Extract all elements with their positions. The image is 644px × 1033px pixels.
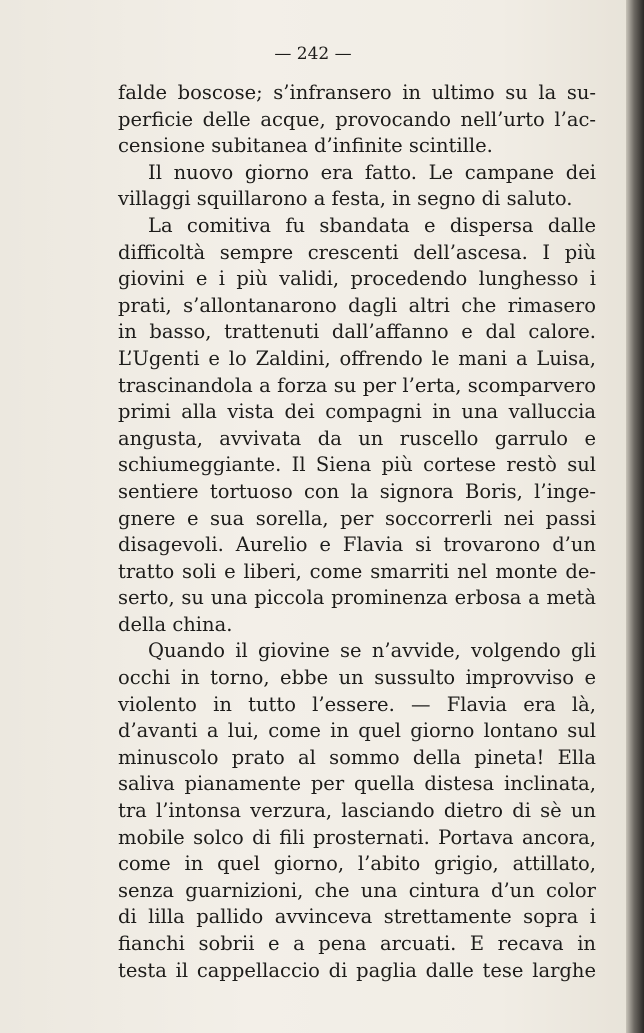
text-line: tratto soli e liberi, come smarriti nel monte de- (118, 559, 596, 583)
text-line: testa il cappellaccio di paglia dalle tese larghe (118, 958, 596, 982)
body-text (118, 80, 596, 984)
text-line: tra l’intonsa verzura, lasciando dietro di sè un (118, 799, 596, 823)
text-line: difficoltà sempre crescenti dell’ascesa. I più (118, 240, 596, 264)
text-line: giovini e i più validi, procedendo lunghesso i (118, 267, 596, 291)
text-line: prati, s’allontanarono dagli altri che rimasero (118, 293, 596, 317)
text-line: occhi in torno, ebbe un sussulto improvviso e (118, 666, 596, 690)
text-line: Quando il giovine se n’avvide, volgendo gli (148, 639, 596, 663)
text-line: in basso, trattenuti dall’affanno e dal calore. (118, 320, 596, 344)
text-line: primi alla vista dei compagni in una valluccia (118, 400, 596, 424)
text-line: L’Ugenti e lo Zaldini, offrendo le mani a Luisa, (118, 346, 596, 370)
page-edge-shadow (626, 0, 644, 1033)
text-line: come in quel giorno, l’abito grigio, attillato, (118, 852, 596, 876)
text-line: d’avanti a lui, come in quel giorno lontano sul (118, 719, 596, 743)
page-number: — 242 — (274, 44, 352, 64)
text-line: di lilla pallido avvinceva strettamente sopra i (118, 905, 596, 929)
text-line: della china. (118, 612, 233, 636)
text-line: villaggi squillarono a festa, in segno di saluto. (118, 187, 573, 211)
text-line: saliva pianamente per quella distesa inclinata, (118, 772, 596, 796)
text-line: sentiere tortuoso con la signora Boris, l’inge- (118, 479, 596, 503)
text-line: gnere e sua sorella, per soccorrerli nei passi (118, 506, 596, 530)
text-line: trascinandola a forza su per l’erta, scomparvero (118, 373, 596, 397)
text-line: disagevoli. Aurelio e Flavia si trovarono d’un (118, 533, 596, 557)
text-line: mobile solco di fili prosternati. Portava ancora, (118, 825, 596, 849)
text-line: serto, su una piccola prominenza erbosa a metà (118, 586, 596, 610)
text-line: La comitiva fu sbandata e dispersa dalle (148, 213, 596, 237)
text-line: violento in tutto l’essere. — Flavia era là, (118, 692, 596, 716)
text-line: angusta, avvivata da un ruscello garrulo e (118, 426, 596, 450)
text-line: senza guarnizioni, che una cintura d’un color (118, 878, 596, 902)
text-line: schiumeggiante. Il Siena più cortese restò sul (118, 453, 596, 477)
text-line: perficie delle acque, provocando nell’urto l’ac- (118, 107, 596, 131)
text-line: fianchi sobrii e a pena arcuati. E recava in (118, 932, 596, 955)
text-line: falde boscose; s’infransero in ultimo su la su- (118, 81, 596, 104)
text-line: Il nuovo giorno era fatto. Le campane dei (148, 160, 596, 184)
text-line: minuscolo prato al sommo della pineta! Ella (118, 745, 596, 769)
text-line: censione subitanea d’infinite scintille. (118, 134, 493, 158)
